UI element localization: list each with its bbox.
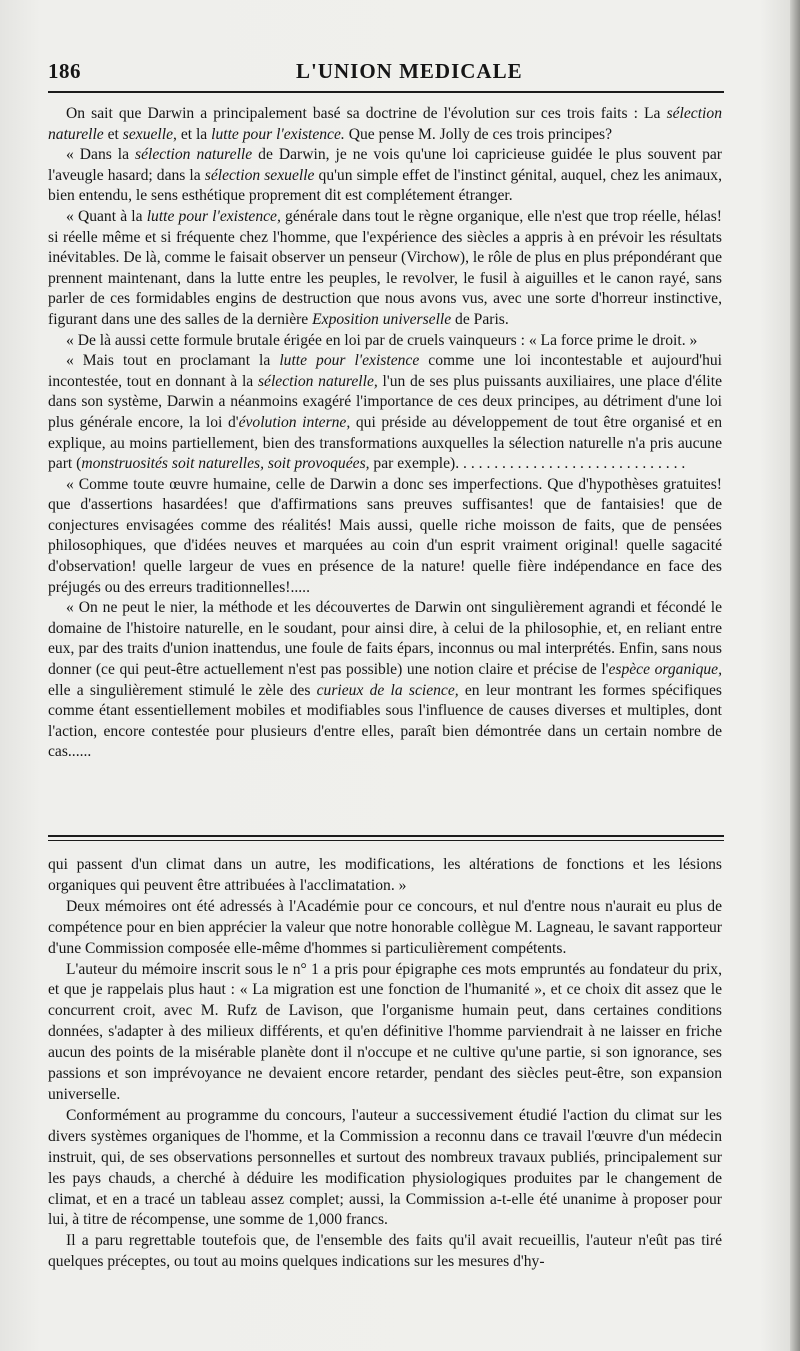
quote-paragraph-5: « Mais tout en proclamant la lutte pour l'existence comme une loi incontestable et aujourd'hui incontestée, tout en donnant à la sélection naturelle, l'un de ses plus puissants auxiliaires, une place d'élite dans son système, Darwin a néanmoins exagéré l'importance de ces deux principes, au détriment d'une loi plus générale encore, la loi d'évolution interne, qui préside au développement de tout être organisé et en explique, au moins partiellement, bien des transformations auxquelles la sélection naturelle n'a pris aucune part (monstruosités soit naturelles, soit provoquées, par exemple). . . . . . . . . . . . . . . . . . . . . . . . . . . . . .	[48, 352, 723, 473]
quote-paragraph-1: On sait que Darwin a principalement basé sa doctrine de l'évolution sur ces trois faits : La sélection naturelle et sexuelle, et la lutte pour l'existence. Que pense M. Jolly de ces trois principes?	[48, 105, 722, 143]
continuation-paragraph-3: L'auteur du mémoire inscrit sous le n° 1 a pris pour épigraphe ces mots empruntés au fondateur du prix, et que je rappelais plus haut : « La migration est une fonction de l'humanité », et ce choix dit assez que le concurrent croit, avec M. Rufz de Lavison, que l'organisme humain peut, dans certaines conditions données, s'adapter à des milieux différents, et qu'en définitive l'homme parviendrait à ne laisser en friche aucun des points de la misérable planète dont il n'occupe et ne cultive qu'une partie, si son ignorance, ses passions et son imprévoyance ne devaient encore retarder, pendant des siècles peut-être, son expansion universelle.	[48, 960, 722, 1103]
quote-paragraph-6: « Comme toute œuvre humaine, celle de Darwin a donc ses imperfections. Que d'hypothèses gratuites! que d'assertions hasardées! que d'affirmations sans preuves suffisantes! que de fantaisies! que de conjectures envisagées comme des réalités! Mais aussi, quelle riche moisson de faits, que de pensées philosophiques, que d'idées neuves et marquées au coin d'un esprit vraiment original! quelle sagacité d'observation! quelle largeur de vues en présence de la nature! quelle fière indépendance en face des préjugés ou des erreurs traditionnelles!.....	[48, 475, 722, 596]
page-number: 186	[48, 59, 81, 83]
header-rule	[48, 91, 724, 93]
continuation-section	[48, 855, 722, 1273]
quote-paragraph-3: « Quant à la lutte pour l'existence, générale dans tout le règne organique, elle n'est que trop réelle, hélas! si réelle même et si fréquente chez l'homme, que l'expérience des siècles a appris à en prévoir les résultats inévitables. De là, comme le faisait observer un penseur (Virchow), le rôle de plus en plus prépondérant que prennent maintenant, dans la lutte entre les peuples, le revolver, le fusil à aiguilles et le canon rayé, sans parler de ces formidables engins de destruction que nous avons vus, avec une sorte d'horreur instinctive, figurant dans une des salles de la dernière Exposition universelle de Paris.	[48, 207, 722, 328]
continuation-paragraph-2: Deux mémoires ont été adressés à l'Académie pour ce concours, et nul d'entre nous n'aurait eu plus de compétence pour en bien apprécier la valeur que notre honorable collègue M. Lagneau, le savant rapporteur d'une Commission composée elle-même d'hommes si particulièrement compétents.	[48, 897, 722, 957]
section-separator-thin	[48, 840, 724, 841]
running-title: L'UNION MEDICALE	[296, 59, 523, 83]
page-header	[48, 57, 724, 91]
quote-paragraph-2: « Dans la sélection naturelle de Darwin, je ne vois qu'une loi capricieuse guidée le plus souvent par l'aveugle hasard; dans la sélection sexuelle qu'un simple effet de l'instinct génital, auquel, chez les animaux, bien entendu, le sens esthétique proprement dit est complétement étranger.	[48, 146, 722, 205]
quote-paragraph-7: « On ne peut le nier, la méthode et les découvertes de Darwin ont singulièrement agrandi et fécondé le domaine de l'histoire naturelle, en le soudant, pour ainsi dire, à celui de la philosophie, et, en reliant entre eux, par des traits d'union inattendus, une foule de faits épars, inconnus ou mal interprétés. Enfin, sans nous donner (ce qui peut-être actuellement n'est pas possible) une notion claire et précise de l'espèce organique, elle a singulièrement stimulé le zèle des curieux de la science, en leur montrant les formes spécifiques comme étant essentiellement mobiles et modifiables sous l'influence de causes diverses et multiples, dont l'action, encore contestée pour plusieurs d'entre elles, paraît bien démontrée dans un certain nombre de cas......	[48, 599, 723, 761]
page-edge-shadow	[790, 0, 800, 1351]
continuation-paragraph-5: Il a paru regrettable toutefois que, de l'ensemble des faits qu'il avait recueillis, l'auteur n'eût pas tiré quelques préceptes, ou tout au moins quelques indications sur les mesures d'hy-	[48, 1232, 722, 1271]
continuation-paragraph-1: qui passent d'un climat dans un autre, les modifications, les altérations de fonctions et les lésions organiques qui peuvent être attribuées à l'acclimatation. »	[48, 856, 722, 894]
continuation-paragraph-4: Conformément au programme du concours, l'auteur a successivement étudié l'action du climat sur les divers systèmes organiques de l'homme, et la Commission a reconnu dans ce travail l'œuvre d'un médecin instruit, qui, de ses observations personnelles et surtout des nombreux travaux publiés, principalement sur les pays chauds, a cherché à déduire les modification physiologiques produites par le changement de climat, et en a tracé un tableau assez complet; aussi, la Commission a-t-elle été unanime à proposer pour lui, à titre de récompense, une somme de 1,000 francs.	[48, 1106, 722, 1229]
quoted-report-section	[48, 104, 722, 763]
quote-paragraph-4: « De là aussi cette formule brutale érigée en loi par de cruels vainqueurs : « La force prime le droit. »	[66, 331, 698, 349]
section-separator-thick	[48, 835, 724, 837]
